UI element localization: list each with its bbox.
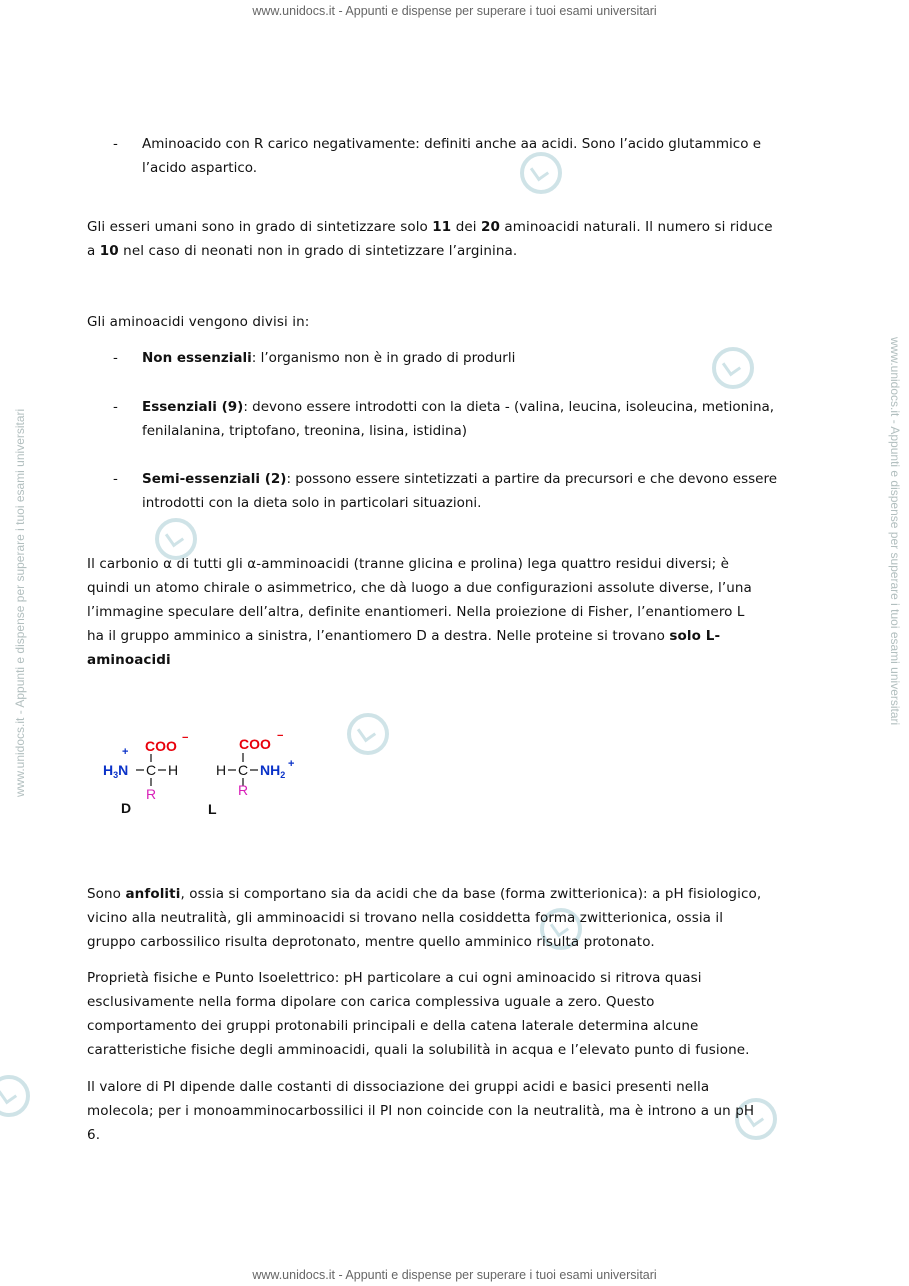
r-group: R [146,786,157,802]
text-line [142,395,827,419]
divisi-intro: Gli aminoacidi vengono divisi in: [87,314,310,330]
text-span: aminoacidi naturali. Il numero si riduce [500,219,773,235]
carboxyl-group: COO [239,736,271,752]
text-line: l’acido aspartico. [142,160,258,176]
text-span: , ossia si comportano sia da acidi che da base (forma zwitterionica): a pH fisiologico, [180,886,762,902]
text-line: caratteristiche fisiche degli amminoacidi, quali la solubilità in acqua e l’elevato punto di fusione. [87,1042,750,1058]
bold-term: Non essenziali [142,350,252,366]
watermark-logo-icon [0,1075,30,1117]
text-line [87,215,822,239]
text-span: : l’organismo non è in grado di produrli [251,350,516,366]
paragraph-chirale [87,552,822,672]
text-span: nel caso di neonati non in grado di sintetizzare l’arginina. [118,243,518,259]
text-span: ha il gruppo amminico a sinistra, l’enantiomero D a destra. Nelle proteine si trovano [87,628,670,644]
text-line: 6. [87,1127,101,1143]
bullet-aminoacidi-acidi [142,132,827,180]
paragraph-anfoliti [87,882,822,954]
charge-plus: + [288,758,295,770]
text-line: introdotti con la dieta solo in particolari situazioni. [142,495,482,511]
enantiomer-label: D [121,800,132,816]
r-group: R [238,782,249,798]
text-line [142,467,827,491]
bold-number: 20 [481,219,501,235]
text-line [87,882,822,906]
amine-group: $NH_2$ [260,762,286,780]
bold-term: Semi-essenziali (2) [142,471,287,487]
text-line: molecola; per i monoamminocarbossilici il PI non coincide con la neutralità, ma è introno a un pH [87,1103,755,1119]
text-line: Il valore di PI dipende dalle costanti di dissociazione dei gruppi acidi e basici presenti nella [87,1079,710,1095]
bullet-marker: - [113,136,118,152]
bold-number: 10 [99,243,119,259]
fisher-projection-figure [95,725,325,825]
bold-term: Essenziali (9) [142,399,244,415]
bold-term: aminoacidi [87,652,171,668]
charge-plus: + [122,746,129,758]
bullet-essenziali [142,395,827,443]
text-span: : devono essere introdotti con la dieta - (valina, leucina, isoleucina, metionina, [243,399,775,415]
watermark-header: www.unidocs.it - Appunti e dispense per superare i tuoi esami universitari [252,4,657,18]
text-line [87,648,822,672]
text-span: a [87,243,100,259]
watermark-side-right: www.unidocs.it - Appunti e dispense per superare i tuoi esami universitari [888,337,902,726]
watermark-logo-icon [347,713,389,755]
text-line: fenilalanina, triptofano, treonina, lisina, istidina) [142,423,468,439]
text-span: : possono essere sintetizzati a partire da precursori e che devono essere [286,471,778,487]
charge-minus: − [182,732,189,744]
text-span: dei [451,219,482,235]
text-line: comportamento dei gruppi protonabili principali e della catena laterale determina alcune [87,1018,699,1034]
hydrogen: H [168,762,179,778]
text-line [142,346,827,370]
alpha-carbon: C [238,762,249,778]
watermark-side-left: www.unidocs.it - Appunti e dispense per superare i tuoi esami universitari [13,408,27,797]
watermark-footer: www.unidocs.it - Appunti e dispense per superare i tuoi esami universitari [252,1268,657,1282]
text-line [87,624,822,648]
bullet-non-essenziali [142,346,827,370]
text-line: Proprietà fisiche e Punto Isoelettrico: pH particolare a cui ogni aminoacido si ritrova quasi [87,970,702,986]
text-span: Gli esseri umani sono in grado di sintetizzare solo [87,219,433,235]
bold-term: solo L- [669,628,721,644]
amine-group: $H_3N$ [103,762,129,780]
paragraph-sintesi [87,215,822,263]
text-line: l’immagine speculare dell’altra, definite enantiomeri. Nella proiezione di Fisher, l’enantiomero L [87,604,745,620]
bullet-marker: - [113,471,118,487]
text-line: Aminoacido con R carico negativamente: definiti anche aa acidi. Sono l’acido glutammico e [142,136,762,152]
text-span: Sono [87,886,126,902]
text-line: Il carbonio α di tutti gli α-amminoacidi (tranne glicina e prolina) lega quattro residui diversi; è [87,556,730,572]
text-line [87,239,822,263]
carboxyl-group: COO [145,738,177,754]
enantiomer-label: L [208,801,217,817]
bullet-marker: - [113,399,118,415]
bold-number: 11 [432,219,452,235]
paragraph-valore-pi [87,1075,822,1147]
text-line: gruppo carbossilico risulta deprotonato, mentre quello amminico risulta protonato. [87,934,655,950]
text-line: esclusivamente nella forma dipolare con carica complessiva uguale a zero. Questo [87,994,655,1010]
text-line: vicino alla neutralità, gli amminoacidi si trovano nella cosiddetta forma zwitterionica, ossia il [87,910,724,926]
paragraph-punto-isoelettrico [87,966,822,1062]
bold-term: anfoliti [125,886,181,902]
alpha-carbon: C [146,762,157,778]
bullet-marker: - [113,350,118,366]
bullet-semi-essenziali [142,467,827,515]
charge-minus: − [277,730,284,742]
hydrogen: H [216,762,227,778]
text-line: quindi un atomo chirale o asimmetrico, che dà luogo a due configurazioni assolute diverse, l’una [87,580,752,596]
